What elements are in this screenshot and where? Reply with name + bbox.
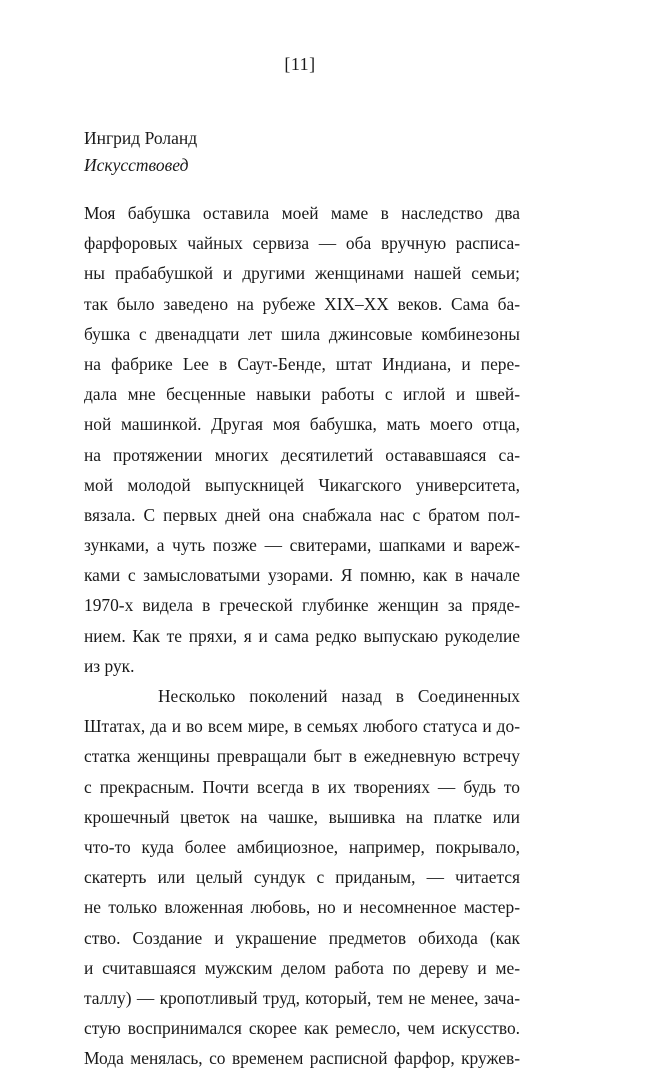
text-line: скатерть или целый сундук с приданым, — читается (84, 867, 520, 888)
text-line: не только вложенная любовь, но и несомненное мастер- (84, 897, 520, 918)
text-line: 1970-х видела в греческой глубинке женщин за пряде- (84, 595, 520, 616)
text-line: ство. Создание и украшение предметов обихода (как (84, 927, 520, 948)
text-line: мой молодой выпускницей Чикагского университета, (84, 474, 520, 495)
text-line: крошечный цветок на чашке, вышивка на платке или (84, 806, 520, 827)
text-line: дала мне бесценные навыки работы с иглой и швей- (84, 384, 520, 405)
body-text (84, 198, 520, 1073)
text-line: статка женщины превращали быт в ежедневную встречу (84, 746, 520, 767)
text-line: что-то куда более амбициозное, например, покрывало, (84, 836, 520, 857)
text-line: Мода менялась, со временем расписной фарфор, кружев- (84, 1048, 520, 1069)
text-line: таллу) — кропотливый труд, который, тем не менее, зача- (84, 987, 520, 1008)
text-line: ками с замысловатыми узорами. Я помню, как в начале (84, 565, 520, 586)
author-name: Ингрид Роланд (84, 128, 198, 148)
page-number: [11] (284, 54, 316, 74)
text-line: стую воспринимался скорее как ремесло, чем искусство. (84, 1018, 520, 1039)
text-line: ной машинкой. Другая моя бабушка, мать моего отца, (84, 414, 520, 435)
text-line: Моя бабушка оставила моей маме в наследство два (84, 203, 520, 223)
paragraph-2 (84, 681, 520, 1073)
text-line: нием. Как те пряхи, я и сама редко выпускаю рукоделие (84, 625, 520, 646)
text-line: и считавшаяся мужским делом работа по дереву и ме- (84, 957, 520, 978)
paragraph-1 (84, 198, 520, 681)
text-line: зунками, а чуть позже — свитерами, шапками и вареж- (84, 535, 520, 556)
text-line: Штатах, да и во всем мире, в семьях любого статуса и до- (84, 716, 520, 737)
text-line: так было заведено на рубеже XIX–XX веков. Сама ба- (84, 293, 520, 314)
author-role: Искусствовед (84, 155, 189, 175)
text-line: фарфоровых чайных сервиза — оба вручную расписа- (84, 233, 520, 254)
text-line: Несколько поколений назад в Соединенных (158, 686, 520, 706)
text-line: бушка с двенадцати лет шила джинсовые комбинезоны (84, 323, 520, 344)
text-line: вязала. С первых дней она снабжала нас с братом пол- (84, 504, 520, 525)
text-line: из рук. (84, 655, 135, 676)
text-line: на фабрике Lee в Саут-Бенде, штат Индиана, и пере- (84, 353, 520, 374)
text-line: ны прабабушкой и другими женщинами нашей семьи; (84, 263, 520, 284)
text-line: с прекрасным. Почти всегда в их творениях — будь то (84, 776, 520, 797)
text-line: на протяжении многих десятилетий остававшаяся са- (84, 444, 520, 465)
